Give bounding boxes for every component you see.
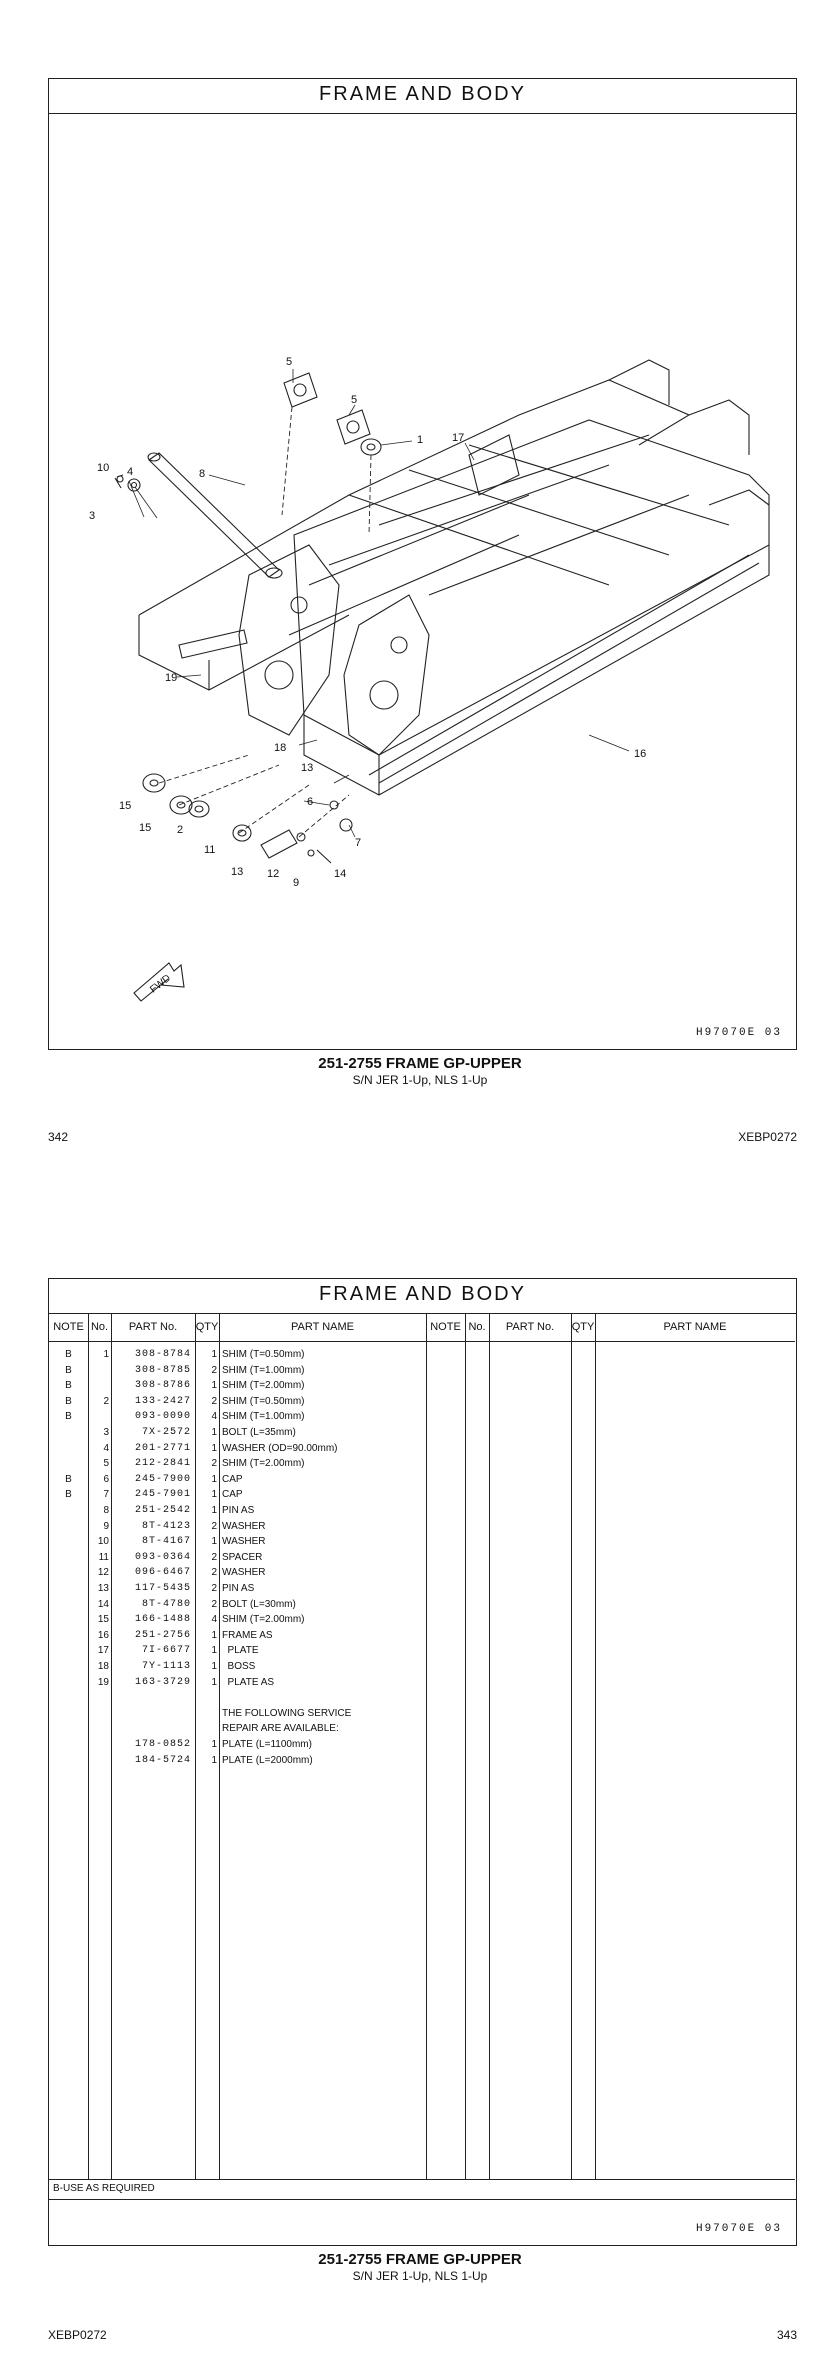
table-row (49, 1550, 426, 1566)
title-divider (49, 113, 796, 114)
parts-list-frame (48, 1278, 797, 2246)
table-row (49, 1612, 426, 1628)
row-part-name: SHIM (T=0.50mm) (222, 1349, 305, 1360)
row-part-number: 308-8786 (134, 1380, 191, 1392)
row-item-number: 10 (97, 1536, 109, 1548)
row-quantity: 1 (211, 1536, 217, 1548)
row-part-name: PLATE (L=2000mm) (222, 1754, 313, 1766)
row-quantity: 1 (211, 1739, 217, 1750)
row-item-number: 13 (97, 1583, 109, 1594)
callout-11: 11 (204, 844, 216, 856)
row-quantity: 2 (211, 1583, 217, 1594)
row-item-number: 1 (103, 1349, 109, 1360)
callout-2: 2 (177, 824, 184, 836)
row-part-name: FRAME AS (222, 1629, 273, 1641)
table-row (49, 1628, 426, 1644)
row-quantity: 2 (211, 1395, 217, 1407)
row-note: B (65, 1489, 72, 1501)
row-part-number: 251-2756 (134, 1629, 191, 1641)
page-title: FRAME AND BODY (319, 1283, 526, 1305)
row-quantity: 1 (211, 1349, 217, 1360)
table-row (49, 1394, 426, 1410)
row-part-name: BOLT (L=35mm) (222, 1427, 296, 1438)
table-row (49, 1378, 426, 1394)
parts-table (49, 1313, 795, 2179)
row-item-number: 3 (103, 1427, 109, 1438)
row-part-number: 308-8785 (134, 1364, 191, 1376)
row-item-number: 4 (103, 1442, 109, 1454)
caption-subtitle: S/N JER 1-Up, NLS 1-Up (352, 1073, 488, 1087)
row-part-number: 093-0364 (134, 1551, 191, 1563)
row-item-number: 7 (103, 1489, 109, 1501)
row-part-number: 178-0852 (134, 1739, 191, 1750)
callout-3: 3 (89, 510, 96, 522)
callout-16: 16 (634, 748, 647, 760)
row-part-number: 093-0090 (134, 1411, 191, 1423)
callout-5a: 5 (286, 356, 293, 368)
row-quantity: 1 (211, 1473, 217, 1485)
row-quantity: 1 (211, 1427, 217, 1438)
row-item-number: 9 (103, 1520, 109, 1532)
row-part-name: SHIM (T=0.50mm) (222, 1395, 305, 1407)
caption-title: 251-2755 FRAME GP-UPPER (318, 1055, 522, 1072)
header-part-no-right: PART No. (505, 1321, 555, 1333)
row-item-number: 15 (97, 1614, 109, 1626)
row-item-number: 17 (97, 1645, 109, 1657)
drawing-reference: H97070E 03 (695, 1027, 782, 1039)
fwd-label: FWD (148, 972, 173, 996)
callout-13b: 13 (231, 866, 244, 878)
table-row (49, 1721, 426, 1737)
footnote: B-USE AS REQUIRED (53, 2183, 155, 2194)
row-item-number: 14 (97, 1598, 109, 1610)
row-part-name: CAP (222, 1473, 243, 1485)
row-part-number: 201-2771 (134, 1442, 191, 1454)
callout-17: 17 (452, 432, 465, 444)
callout-18: 18 (274, 742, 287, 754)
drawing-reference: H97070E 03 (695, 2223, 782, 2235)
row-quantity: 4 (211, 1411, 217, 1423)
document-code: XEBP0272 (48, 2328, 107, 2342)
row-quantity: 2 (211, 1551, 217, 1563)
row-part-name: WASHER (222, 1520, 266, 1532)
row-item-number: 2 (103, 1395, 109, 1407)
row-part-number: 184-5724 (134, 1754, 191, 1766)
table-row (49, 1363, 426, 1379)
row-part-name: WASHER (222, 1567, 266, 1579)
row-part-name: BOLT (L=30mm) (222, 1598, 296, 1610)
table-row (49, 1456, 426, 1472)
header-qty: QTY (195, 1321, 219, 1333)
table-row (49, 1706, 426, 1722)
header-no-right: No. (468, 1321, 486, 1333)
header-part-name: PART NAME (291, 1321, 354, 1333)
page-number: 343 (776, 2328, 797, 2342)
callout-4: 4 (127, 466, 134, 478)
row-part-number: 096-6467 (134, 1567, 191, 1579)
row-part-number: 133-2427 (134, 1395, 191, 1407)
row-quantity: 1 (211, 1380, 217, 1392)
callout-10: 10 (97, 462, 110, 474)
row-part-number: 245-7900 (134, 1473, 191, 1485)
row-part-name: BOSS (222, 1661, 256, 1672)
row-item-number: 5 (103, 1458, 109, 1470)
row-quantity: 2 (211, 1567, 217, 1579)
row-quantity: 1 (211, 1676, 217, 1688)
exploded-parts-diagram (49, 115, 794, 1045)
row-item-number: 6 (103, 1473, 109, 1485)
row-item-number: 8 (103, 1505, 109, 1516)
row-item-number: 18 (97, 1661, 109, 1672)
row-quantity: 2 (211, 1598, 217, 1610)
table-row (49, 1581, 426, 1597)
row-part-number: 8T-4780 (141, 1598, 191, 1610)
table-row (49, 1675, 426, 1691)
callout-7: 7 (355, 837, 362, 849)
header-no: No. (90, 1321, 109, 1333)
table-row (49, 1643, 426, 1659)
row-quantity: 1 (211, 1489, 217, 1501)
row-part-name: SHIM (T=2.00mm) (222, 1614, 305, 1626)
table-row (49, 1753, 426, 1769)
callout-13a: 13 (301, 762, 314, 774)
row-part-number: 251-2542 (134, 1505, 191, 1516)
row-part-number: 308-8784 (134, 1349, 191, 1360)
row-note: B (65, 1380, 72, 1392)
row-quantity: 1 (211, 1505, 217, 1516)
table-row (49, 1690, 426, 1706)
row-part-name: PIN AS (222, 1583, 255, 1594)
table-row (49, 1503, 426, 1519)
table-row (49, 1347, 426, 1363)
illustration-frame (48, 78, 797, 1050)
row-note: B (65, 1364, 72, 1376)
table-row (49, 1441, 426, 1457)
row-quantity: 1 (211, 1629, 217, 1641)
caption-title: 251-2755 FRAME GP-UPPER (318, 2251, 522, 2268)
header-part-name-right: PART NAME (663, 1321, 727, 1333)
document-code: XEBP0272 (738, 1130, 797, 1144)
table-row (49, 1409, 426, 1425)
row-note: B (65, 1473, 72, 1485)
row-part-number: 8T-4167 (141, 1536, 191, 1548)
row-part-number: 212-2841 (134, 1458, 191, 1470)
table-row (49, 1487, 426, 1503)
table-row (49, 1565, 426, 1581)
caption-subtitle: S/N JER 1-Up, NLS 1-Up (352, 2269, 488, 2283)
row-item-number: 19 (97, 1676, 109, 1688)
row-part-name: SHIM (T=1.00mm) (222, 1364, 305, 1376)
row-part-number: 163-3729 (134, 1676, 191, 1688)
header-part-no: PART No. (128, 1321, 178, 1333)
table-row (49, 1472, 426, 1488)
row-part-name: THE FOLLOWING SERVICE (222, 1707, 352, 1719)
row-item-number: 11 (98, 1551, 109, 1563)
row-part-number: 245-7901 (134, 1489, 191, 1501)
row-note: B (65, 1395, 72, 1407)
callout-5b: 5 (351, 394, 358, 406)
row-quantity: 1 (211, 1645, 217, 1657)
row-item-number: 16 (97, 1629, 109, 1641)
callout-6: 6 (307, 796, 314, 808)
row-note: B (65, 1349, 72, 1360)
header-qty-right: QTY (571, 1321, 595, 1333)
row-quantity: 2 (211, 1364, 217, 1376)
row-part-number: 166-1488 (134, 1614, 191, 1626)
row-part-name: SHIM (T=2.00mm) (222, 1458, 305, 1470)
table-row (49, 1737, 426, 1753)
row-part-name: CAP (222, 1489, 243, 1501)
callout-15a: 15 (119, 800, 132, 812)
row-part-name: SHIM (T=1.00mm) (222, 1411, 305, 1423)
row-quantity: 2 (211, 1520, 217, 1532)
row-part-name: WASHER (222, 1536, 266, 1548)
header-note-right: NOTE (430, 1321, 461, 1333)
table-row (49, 1659, 426, 1675)
row-part-name: PLATE AS (222, 1676, 275, 1688)
row-part-name: SPACER (222, 1551, 263, 1563)
row-part-name: REPAIR ARE AVAILABLE: (222, 1723, 339, 1735)
row-quantity: 4 (211, 1614, 217, 1626)
table-row (49, 1425, 426, 1441)
row-part-name: PIN AS (222, 1505, 255, 1516)
row-quantity: 1 (211, 1754, 217, 1766)
header-note: NOTE (53, 1321, 84, 1333)
row-part-name: SHIM (T=2.00mm) (222, 1380, 305, 1392)
row-item-number: 12 (97, 1567, 109, 1579)
callout-labels (89, 356, 646, 995)
callout-9: 9 (293, 877, 300, 889)
callout-8: 8 (199, 468, 206, 480)
page-number: 342 (48, 1130, 69, 1144)
row-quantity: 2 (211, 1458, 217, 1470)
row-quantity: 1 (211, 1661, 217, 1672)
row-part-name: WASHER (OD=90.00mm) (222, 1442, 338, 1454)
table-row (49, 1597, 426, 1613)
table-row (49, 1519, 426, 1535)
row-part-name: PLATE (L=1100mm) (222, 1739, 312, 1750)
row-quantity: 1 (211, 1442, 217, 1454)
row-part-number: 7I-6677 (141, 1645, 191, 1657)
row-part-number: 8T-4123 (141, 1520, 191, 1532)
page-title: FRAME AND BODY (319, 83, 526, 105)
callout-19: 19 (165, 672, 178, 684)
callout-15b: 15 (139, 822, 152, 834)
callout-12: 12 (267, 868, 280, 880)
row-part-number: 7Y-1113 (141, 1661, 191, 1672)
callout-1: 1 (417, 434, 424, 446)
row-note: B (65, 1411, 72, 1423)
row-part-number: 117-5435 (134, 1583, 191, 1594)
table-row (49, 1534, 426, 1550)
row-part-number: 7X-2572 (141, 1427, 191, 1438)
callout-14: 14 (334, 868, 347, 880)
row-part-name: PLATE (222, 1645, 259, 1657)
